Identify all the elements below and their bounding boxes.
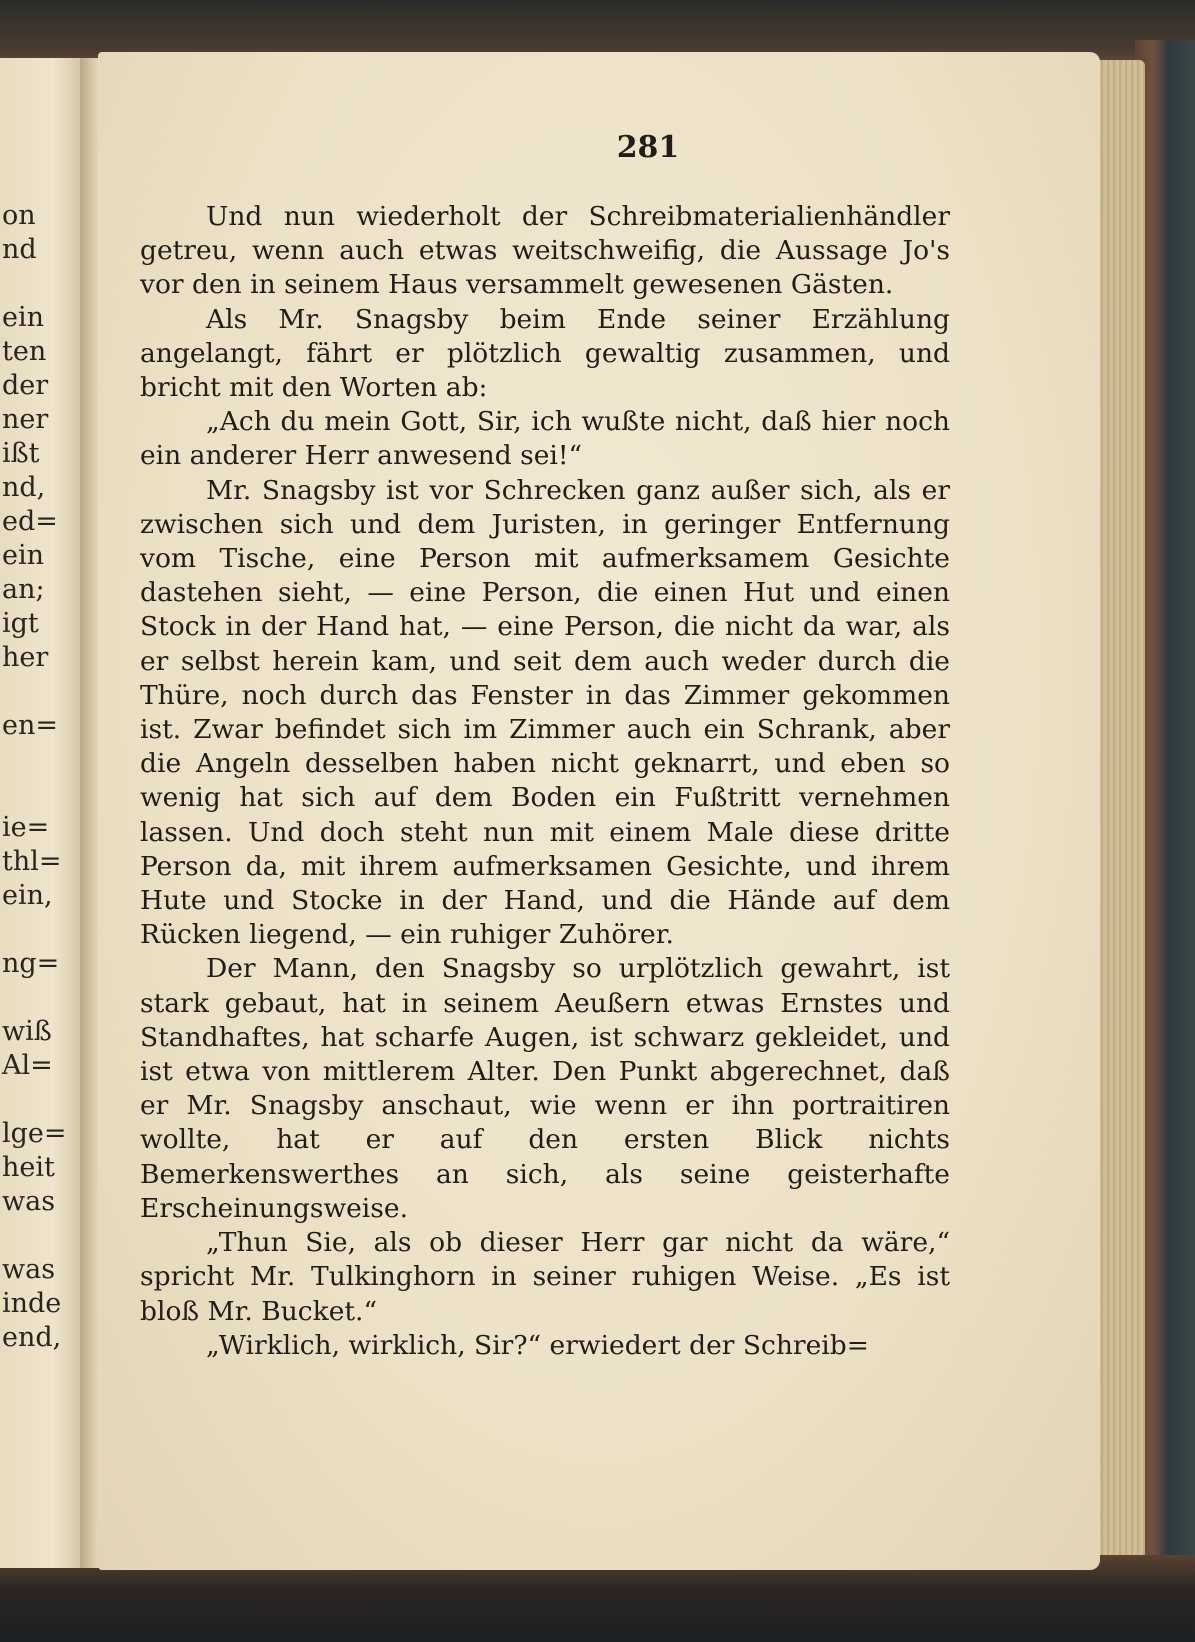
book-page	[98, 52, 1100, 1570]
page-text	[140, 200, 950, 1363]
previous-page-fragment: thl=	[2, 846, 62, 877]
previous-page-fragment: der	[2, 370, 49, 401]
previous-page-fragment: nd,	[2, 472, 46, 503]
paragraph-2: Als Mr. Snagsby beim Ende seiner Erzählung angelangt, fährt er plötzlich gewaltig zusammen, und bricht mit den Worten ab:	[140, 303, 950, 404]
previous-page-fragment: on	[2, 200, 36, 231]
previous-page-fragment: ed=	[2, 506, 58, 537]
previous-page-fragment: an;	[2, 574, 45, 605]
previous-page-fragment: ein	[2, 540, 45, 571]
previous-page-fragment: heit	[2, 1152, 55, 1183]
paragraph-5: Der Mann, den Snagsby so urplötzlich gewahrt, ist stark gebaut, hat in seinem Aeußern etwas Ernstes und Standhaftes, hat scharfe Augen, ist schwarz gekleidet, und ist etwa von mittlerem Alter. Den Punkt abgerechnet, daß er Mr. Snagsby anschaut, wie wenn er ihn portraitiren wollte, hat er auf den ersten Blick nichts Bemerkenswerthes an sich, als seine geisterhafte Erscheinungsweise.	[140, 953, 950, 1224]
paragraph-7: „Wirklich, wirklich, Sir?“ erwiedert der Schreib=	[206, 1329, 869, 1361]
previous-page-fragment: inde	[2, 1288, 62, 1319]
page-number: 281	[616, 130, 680, 165]
previous-page-fragment: Al=	[2, 1050, 53, 1081]
previous-page	[0, 58, 88, 1568]
paragraph-6: „Thun Sie, als ob dieser Herr gar nicht da wäre,“ spricht Mr. Tulkinghorn in seiner ruhigen Weise. „Es ist bloß Mr. Bucket.“	[140, 1227, 950, 1327]
previous-page-fragment: lge=	[2, 1118, 67, 1149]
paragraph-3: „Ach du mein Gott, Sir, ich wußte nicht, daß hier noch ein anderer Herr anwesend sei!“	[140, 406, 950, 472]
previous-page-fragment: was	[2, 1254, 56, 1285]
previous-page-fragment: end,	[2, 1322, 62, 1353]
previous-page-fragment: nd	[2, 234, 37, 265]
previous-page-fragment: her	[2, 642, 49, 673]
previous-page-fragment: ng=	[2, 948, 60, 979]
paragraph-1: Und nun wiederholt der Schreibmaterialienhändler getreu, wenn auch etwas weitschweifig, die Aussage Jo's vor den in seinem Haus versammelt gewesenen Gästen.	[140, 201, 950, 301]
previous-page-fragment: en=	[2, 710, 58, 741]
previous-page-fragment: wiß	[2, 1016, 52, 1047]
previous-page-fragment: ein,	[2, 880, 53, 911]
previous-page-text	[0, 58, 88, 1568]
previous-page-fragment: ten	[2, 336, 47, 367]
previous-page-fragment: igt	[2, 608, 39, 639]
previous-page-fragment: ner	[2, 404, 49, 435]
previous-page-fragment: ißt	[2, 438, 40, 469]
previous-page-fragment: ie=	[2, 812, 50, 843]
previous-page-fragment: ein	[2, 302, 45, 333]
previous-page-fragment: was	[2, 1186, 56, 1217]
paragraph-4: Mr. Snagsby ist vor Schrecken ganz außer sich, als er zwischen sich und dem Juristen, in geringer Entfernung vom Tische, eine Person mit aufmerksamem Gesichte dastehen sieht, — eine Person, die einen Hut und einen Stock in der Hand hat, — eine Person, die nicht da war, als er selbst herein kam, und seit dem auch weder durch die Thüre, noch durch das Fenster in das Zimmer gekommen ist. Zwar befindet sich im Zimmer auch ein Schrank, aber die Angeln desselben haben nicht geknarrt, und eben so wenig hat sich auf dem Boden ein Fußtritt vernehmen lassen. Und doch steht nun mit einem Male diese dritte Person da, mit ihrem aufmerksamen Gesichte, und ihrem Hute und Stocke in der Hand, und die Hände auf dem Rücken liegend, — ein ruhiger Zuhörer.	[140, 474, 950, 951]
